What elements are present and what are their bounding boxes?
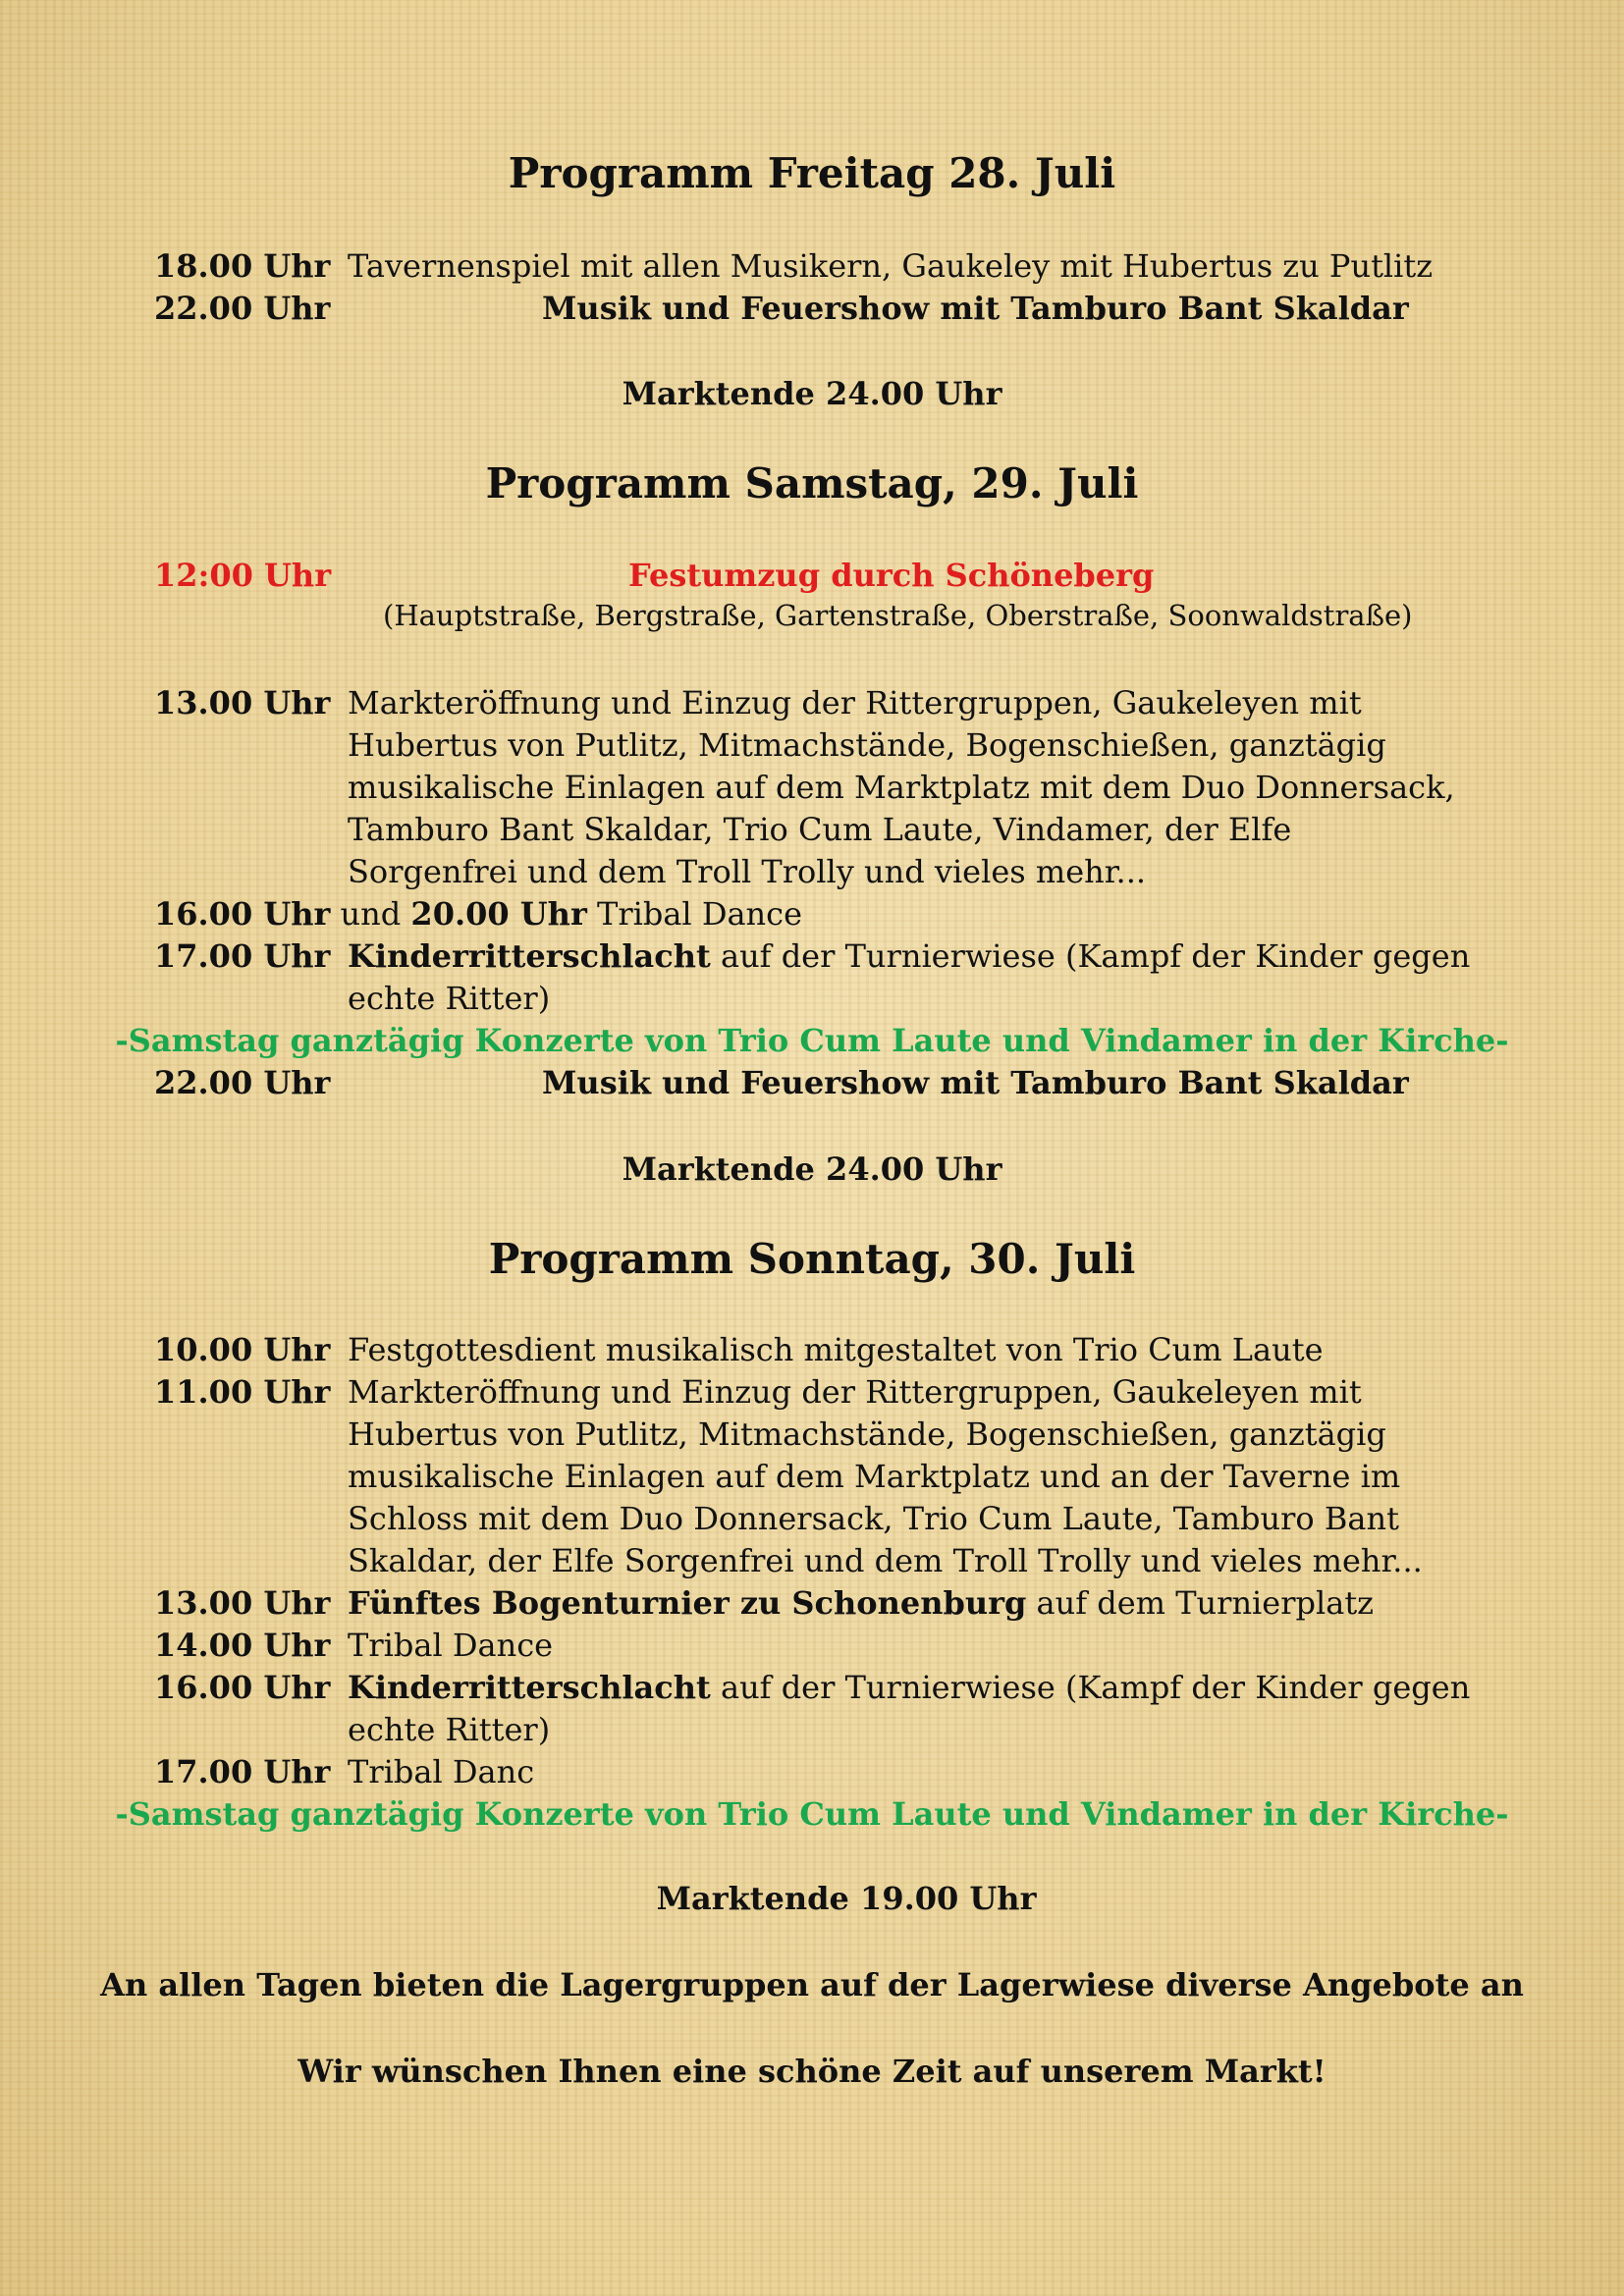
saturday-opening-line-3: musikalische Einlagen auf dem Marktplatz mit dem Duo Donnersack,	[348, 769, 1455, 806]
sunday-opening-line-3: musikalische Einlagen auf dem Marktplatz und an der Taverne im	[348, 1458, 1401, 1495]
saturday-kids-line-2: echte Ritter)	[348, 980, 551, 1017]
sunday-tribal2-time: 17.00 Uhr	[154, 1753, 331, 1790]
friday-time-1: 18.00 Uhr	[154, 247, 331, 285]
saturday-market-end: Marktende 24.00 Uhr	[622, 1150, 1002, 1188]
sunday-concert-note: -Samstag ganztägig Konzerte von Trio Cum Laute und Vindamer in der Kirche-	[115, 1795, 1509, 1833]
sunday-kids-bold: Kinderritterschlacht	[348, 1669, 711, 1706]
sunday-tribal2-text: Tribal Danc	[348, 1753, 535, 1790]
saturday-parade-title: Festumzug durch Schöneberg	[628, 557, 1155, 594]
sunday-opening-line-5: Skaldar, der Elfe Sorgenfrei und dem Troll Trolly und vieles mehr...	[348, 1542, 1423, 1579]
saturday-opening-time: 13.00 Uhr	[154, 684, 331, 721]
sunday-tribal-text: Tribal Dance	[348, 1627, 554, 1664]
saturday-kids-bold: Kinderritterschlacht	[348, 937, 711, 975]
friday-text-1: Tavernenspiel mit allen Musikern, Gaukeley mit Hubertus zu Putlitz	[348, 247, 1434, 285]
saturday-fire-text: Musik und Feuershow mit Tamburo Bant Skaldar	[542, 1064, 1409, 1101]
sunday-kids-line-2: echte Ritter)	[348, 1711, 551, 1748]
sunday-tribal-time: 14.00 Uhr	[154, 1627, 331, 1664]
sunday-kids-line-1	[348, 1669, 1470, 1706]
sunday-heading: Programm Sonntag, 30. Juli	[488, 1235, 1136, 1283]
saturday-parade-route: (Hauptstraße, Bergstraße, Gartenstraße, Oberstraße, Soonwaldstraße)	[383, 599, 1413, 632]
friday-time-2: 22.00 Uhr	[154, 290, 331, 327]
saturday-kids-rest: auf der Turnierwiese (Kampf der Kinder gegen	[720, 937, 1471, 975]
sunday-archery-bold: Fünftes Bogenturnier zu Schonenburg	[348, 1584, 1027, 1622]
footer-wish: Wir wünschen Ihnen eine schöne Zeit auf unserem Markt!	[298, 2053, 1326, 2090]
friday-heading: Programm Freitag 28. Juli	[508, 149, 1116, 197]
saturday-tribal-time-a: 16.00 Uhr	[154, 895, 331, 933]
saturday-opening-line-4: Tamburo Bant Skaldar, Trio Cum Laute, Vindamer, der Elfe	[348, 811, 1292, 848]
sunday-opening-line-4: Schloss mit dem Duo Donnersack, Trio Cum Laute, Tamburo Bant	[348, 1500, 1399, 1537]
sunday-opening-line-1: Markteröffnung und Einzug der Rittergruppen, Gaukeleyen mit	[348, 1373, 1362, 1411]
saturday-fire-time: 22.00 Uhr	[154, 1064, 331, 1101]
saturday-heading: Programm Samstag, 29. Juli	[485, 459, 1139, 507]
saturday-tribal-row	[154, 895, 802, 933]
saturday-tribal-text: Tribal Dance	[596, 895, 803, 933]
friday-market-end: Marktende 24.00 Uhr	[622, 375, 1002, 412]
sunday-service-time: 10.00 Uhr	[154, 1331, 331, 1368]
saturday-kids-time: 17.00 Uhr	[154, 937, 331, 975]
sunday-archery-line	[348, 1584, 1374, 1622]
sunday-archery-time: 13.00 Uhr	[154, 1584, 331, 1622]
footer-camp-note: An allen Tagen bieten die Lagergruppen auf der Lagerwiese diverse Angebote an	[100, 1966, 1524, 2003]
saturday-opening-line-1: Markteröffnung und Einzug der Rittergruppen, Gaukeleyen mit	[348, 684, 1362, 721]
saturday-opening-line-5: Sorgenfrei und dem Troll Trolly und vieles mehr...	[348, 853, 1147, 890]
friday-text-2: Musik und Feuershow mit Tamburo Bant Skaldar	[542, 290, 1409, 327]
sunday-kids-time: 16.00 Uhr	[154, 1669, 331, 1706]
sunday-opening-line-2: Hubertus von Putlitz, Mitmachstände, Bogenschießen, ganztägig	[348, 1415, 1386, 1453]
sunday-opening-time: 11.00 Uhr	[154, 1373, 331, 1411]
saturday-tribal-und: und	[340, 895, 402, 933]
saturday-opening-line-2: Hubertus von Putlitz, Mitmachstände, Bogenschießen, ganztägig	[348, 726, 1386, 764]
saturday-parade-time: 12:00 Uhr	[154, 557, 332, 594]
sunday-service-text: Festgottesdient musikalisch mitgestaltet von Trio Cum Laute	[348, 1331, 1324, 1368]
sunday-market-end: Marktende 19.00 Uhr	[656, 1880, 1037, 1917]
saturday-concert-note: -Samstag ganztägig Konzerte von Trio Cum Laute und Vindamer in der Kirche-	[115, 1022, 1509, 1059]
sunday-kids-rest: auf der Turnierwiese (Kampf der Kinder gegen	[720, 1669, 1471, 1706]
saturday-kids-line-1	[348, 937, 1470, 975]
sunday-archery-rest: auf dem Turnierplatz	[1036, 1584, 1375, 1622]
saturday-tribal-time-b: 20.00 Uhr	[410, 895, 587, 933]
